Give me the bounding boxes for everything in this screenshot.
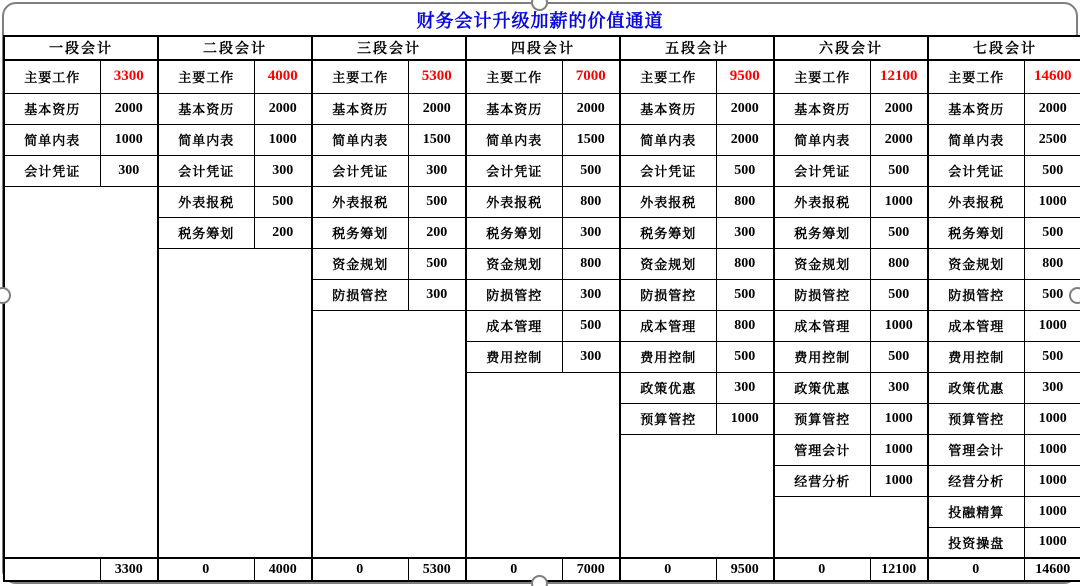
empty-merged-cell-col3 bbox=[312, 310, 466, 558]
total-zero-label-6: 0 bbox=[774, 558, 870, 581]
empty-merged-cell-col6 bbox=[774, 496, 928, 558]
skill-value-col4-row1: 2000 bbox=[562, 93, 620, 124]
skill-label-col3-row6: 资金规划 bbox=[312, 248, 408, 279]
skill-label-col1-row3: 会计凭证 bbox=[4, 155, 100, 186]
skill-value-col7-row1: 2000 bbox=[1024, 93, 1080, 124]
skill-label-col6-row11: 预算管控 bbox=[774, 403, 870, 434]
skill-value-col7-row10: 300 bbox=[1024, 372, 1080, 403]
skill-value-col4-row9: 300 bbox=[562, 341, 620, 372]
skill-value-col7-row8: 1000 bbox=[1024, 310, 1080, 341]
main-work-value-4: 7000 bbox=[562, 60, 620, 93]
skill-value-col6-row6: 800 bbox=[870, 248, 928, 279]
skill-value-col7-row14: 1000 bbox=[1024, 496, 1080, 527]
total-value-4: 7000 bbox=[562, 558, 620, 581]
total-zero-label-3: 0 bbox=[312, 558, 408, 581]
skill-value-col1-row3: 300 bbox=[100, 155, 158, 186]
skill-value-col7-row12: 1000 bbox=[1024, 434, 1080, 465]
skill-value-col1-row1: 2000 bbox=[100, 93, 158, 124]
skill-label-col6-row7: 防损管控 bbox=[774, 279, 870, 310]
main-work-value-5: 9500 bbox=[716, 60, 774, 93]
skill-label-col6-row6: 资金规划 bbox=[774, 248, 870, 279]
skill-label-col6-row5: 税务筹划 bbox=[774, 217, 870, 248]
skill-value-col5-row3: 500 bbox=[716, 155, 774, 186]
skill-value-col5-row6: 800 bbox=[716, 248, 774, 279]
main-work-label-1: 主要工作 bbox=[4, 60, 100, 93]
skill-label-col3-row3: 会计凭证 bbox=[312, 155, 408, 186]
skill-value-col6-row2: 2000 bbox=[870, 124, 928, 155]
total-value-3: 5300 bbox=[408, 558, 466, 581]
skill-value-col5-row1: 2000 bbox=[716, 93, 774, 124]
skill-value-col2-row2: 1000 bbox=[254, 124, 312, 155]
skill-label-col7-row10: 政策优惠 bbox=[928, 372, 1024, 403]
skill-value-col3-row5: 200 bbox=[408, 217, 466, 248]
main-work-label-4: 主要工作 bbox=[466, 60, 562, 93]
column-header-1: 一段会计 bbox=[4, 36, 158, 60]
skill-label-col5-row2: 简单内表 bbox=[620, 124, 716, 155]
skill-label-col1-row2: 简单内表 bbox=[4, 124, 100, 155]
skill-value-col5-row8: 800 bbox=[716, 310, 774, 341]
skill-label-col3-row1: 基本资历 bbox=[312, 93, 408, 124]
skill-value-col6-row1: 2000 bbox=[870, 93, 928, 124]
skill-label-col6-row1: 基本资历 bbox=[774, 93, 870, 124]
column-header-3: 三段会计 bbox=[312, 36, 466, 60]
skill-value-col7-row2: 2500 bbox=[1024, 124, 1080, 155]
skill-value-col7-row11: 1000 bbox=[1024, 403, 1080, 434]
skill-label-col4-row6: 资金规划 bbox=[466, 248, 562, 279]
total-value-7: 14600 bbox=[1024, 558, 1080, 581]
skill-value-col6-row9: 500 bbox=[870, 341, 928, 372]
main-work-value-6: 12100 bbox=[870, 60, 928, 93]
skill-value-col2-row4: 500 bbox=[254, 186, 312, 217]
skill-value-col7-row5: 500 bbox=[1024, 217, 1080, 248]
skill-label-col6-row12: 管理会计 bbox=[774, 434, 870, 465]
skill-value-col7-row6: 800 bbox=[1024, 248, 1080, 279]
skill-value-col7-row13: 1000 bbox=[1024, 465, 1080, 496]
skill-value-col7-row9: 500 bbox=[1024, 341, 1080, 372]
skill-label-col7-row14: 投融精算 bbox=[928, 496, 1024, 527]
skill-value-col5-row11: 1000 bbox=[716, 403, 774, 434]
skill-value-col3-row1: 2000 bbox=[408, 93, 466, 124]
skill-label-col5-row5: 税务筹划 bbox=[620, 217, 716, 248]
main-work-label-3: 主要工作 bbox=[312, 60, 408, 93]
skill-value-col5-row2: 2000 bbox=[716, 124, 774, 155]
skill-value-col4-row3: 500 bbox=[562, 155, 620, 186]
skill-value-col3-row7: 300 bbox=[408, 279, 466, 310]
skill-label-col3-row5: 税务筹划 bbox=[312, 217, 408, 248]
skill-value-col3-row4: 500 bbox=[408, 186, 466, 217]
skill-label-col2-row3: 会计凭证 bbox=[158, 155, 254, 186]
skill-label-col7-row5: 税务筹划 bbox=[928, 217, 1024, 248]
skill-label-col2-row4: 外表报税 bbox=[158, 186, 254, 217]
skill-label-col7-row9: 费用控制 bbox=[928, 341, 1024, 372]
skill-value-col7-row15: 1000 bbox=[1024, 527, 1080, 558]
skill-label-col7-row15: 投资操盘 bbox=[928, 527, 1024, 558]
skill-label-col4-row3: 会计凭证 bbox=[466, 155, 562, 186]
skill-value-col2-row1: 2000 bbox=[254, 93, 312, 124]
skill-value-col5-row4: 800 bbox=[716, 186, 774, 217]
salary-table bbox=[3, 35, 1080, 582]
skill-value-col4-row7: 300 bbox=[562, 279, 620, 310]
skill-label-col4-row8: 成本管理 bbox=[466, 310, 562, 341]
main-work-label-2: 主要工作 bbox=[158, 60, 254, 93]
page-title: 财务会计升级加薪的价值通道 bbox=[416, 11, 664, 31]
skill-value-col6-row12: 1000 bbox=[870, 434, 928, 465]
total-zero-label-5: 0 bbox=[620, 558, 716, 581]
skill-value-col4-row5: 300 bbox=[562, 217, 620, 248]
skill-label-col6-row3: 会计凭证 bbox=[774, 155, 870, 186]
main-work-label-7: 主要工作 bbox=[928, 60, 1024, 93]
skill-value-col4-row6: 800 bbox=[562, 248, 620, 279]
empty-merged-cell-col4 bbox=[466, 372, 620, 558]
skill-label-col5-row10: 政策优惠 bbox=[620, 372, 716, 403]
skill-value-col6-row8: 1000 bbox=[870, 310, 928, 341]
skill-label-col6-row8: 成本管理 bbox=[774, 310, 870, 341]
main-work-value-1: 3300 bbox=[100, 60, 158, 93]
total-value-6: 12100 bbox=[870, 558, 928, 581]
skill-label-col2-row2: 简单内表 bbox=[158, 124, 254, 155]
total-zero-label-2: 0 bbox=[158, 558, 254, 581]
skill-value-col2-row5: 200 bbox=[254, 217, 312, 248]
skill-label-col4-row5: 税务筹划 bbox=[466, 217, 562, 248]
skill-value-col3-row3: 300 bbox=[408, 155, 466, 186]
skill-label-col5-row7: 防损管控 bbox=[620, 279, 716, 310]
skill-label-col7-row12: 管理会计 bbox=[928, 434, 1024, 465]
skill-label-col3-row7: 防损管控 bbox=[312, 279, 408, 310]
total-zero-label-7: 0 bbox=[928, 558, 1024, 581]
skill-value-col3-row6: 500 bbox=[408, 248, 466, 279]
column-header-2: 二段会计 bbox=[158, 36, 312, 60]
skill-label-col5-row3: 会计凭证 bbox=[620, 155, 716, 186]
skill-label-col6-row9: 费用控制 bbox=[774, 341, 870, 372]
frame-notch-right-icon bbox=[1069, 287, 1080, 304]
frame-notch-bottom-icon bbox=[531, 575, 548, 586]
skill-label-col7-row8: 成本管理 bbox=[928, 310, 1024, 341]
skill-value-col6-row13: 1000 bbox=[870, 465, 928, 496]
skill-value-col6-row3: 500 bbox=[870, 155, 928, 186]
column-header-4: 四段会计 bbox=[466, 36, 620, 60]
skill-label-col5-row1: 基本资历 bbox=[620, 93, 716, 124]
skill-label-col4-row7: 防损管控 bbox=[466, 279, 562, 310]
skill-value-col4-row8: 500 bbox=[562, 310, 620, 341]
skill-label-col7-row6: 资金规划 bbox=[928, 248, 1024, 279]
skill-label-col6-row13: 经营分析 bbox=[774, 465, 870, 496]
column-header-6: 六段会计 bbox=[774, 36, 928, 60]
skill-label-col7-row3: 会计凭证 bbox=[928, 155, 1024, 186]
main-work-value-3: 5300 bbox=[408, 60, 466, 93]
skill-value-col6-row7: 500 bbox=[870, 279, 928, 310]
skill-label-col6-row4: 外表报税 bbox=[774, 186, 870, 217]
empty-merged-cell-col2 bbox=[158, 248, 312, 558]
total-zero-label-1 bbox=[4, 558, 100, 581]
skill-value-col4-row2: 1500 bbox=[562, 124, 620, 155]
skill-label-col4-row1: 基本资历 bbox=[466, 93, 562, 124]
skill-value-col5-row10: 300 bbox=[716, 372, 774, 403]
skill-label-col7-row4: 外表报税 bbox=[928, 186, 1024, 217]
skill-label-col2-row1: 基本资历 bbox=[158, 93, 254, 124]
table-body bbox=[4, 36, 1080, 581]
main-work-value-7: 14600 bbox=[1024, 60, 1080, 93]
column-header-7: 七段会计 bbox=[928, 36, 1080, 60]
skill-value-col4-row4: 800 bbox=[562, 186, 620, 217]
skill-label-col6-row10: 政策优惠 bbox=[774, 372, 870, 403]
skill-label-col1-row1: 基本资历 bbox=[4, 93, 100, 124]
skill-label-col7-row2: 简单内表 bbox=[928, 124, 1024, 155]
skill-value-col5-row9: 500 bbox=[716, 341, 774, 372]
total-zero-label-4: 0 bbox=[466, 558, 562, 581]
skill-value-col6-row5: 500 bbox=[870, 217, 928, 248]
skill-value-col5-row5: 300 bbox=[716, 217, 774, 248]
skill-value-col3-row2: 1500 bbox=[408, 124, 466, 155]
skill-label-col4-row2: 简单内表 bbox=[466, 124, 562, 155]
skill-label-col5-row11: 预算管控 bbox=[620, 403, 716, 434]
skill-label-col5-row6: 资金规划 bbox=[620, 248, 716, 279]
skill-label-col5-row9: 费用控制 bbox=[620, 341, 716, 372]
skill-value-col1-row2: 1000 bbox=[100, 124, 158, 155]
empty-merged-cell-col1 bbox=[4, 186, 158, 558]
skill-label-col7-row11: 预算管控 bbox=[928, 403, 1024, 434]
main-work-value-2: 4000 bbox=[254, 60, 312, 93]
skill-value-col2-row3: 300 bbox=[254, 155, 312, 186]
skill-value-col7-row4: 1000 bbox=[1024, 186, 1080, 217]
total-value-5: 9500 bbox=[716, 558, 774, 581]
column-header-5: 五段会计 bbox=[620, 36, 774, 60]
skill-label-col4-row9: 费用控制 bbox=[466, 341, 562, 372]
skill-label-col7-row1: 基本资历 bbox=[928, 93, 1024, 124]
skill-label-col5-row4: 外表报税 bbox=[620, 186, 716, 217]
total-value-2: 4000 bbox=[254, 558, 312, 581]
skill-label-col2-row5: 税务筹划 bbox=[158, 217, 254, 248]
skill-label-col6-row2: 简单内表 bbox=[774, 124, 870, 155]
skill-label-col7-row13: 经营分析 bbox=[928, 465, 1024, 496]
skill-value-col7-row7: 500 bbox=[1024, 279, 1080, 310]
skill-value-col5-row7: 500 bbox=[716, 279, 774, 310]
skill-value-col7-row3: 500 bbox=[1024, 155, 1080, 186]
skill-label-col5-row8: 成本管理 bbox=[620, 310, 716, 341]
total-value-1: 3300 bbox=[100, 558, 158, 581]
skill-value-col6-row4: 1000 bbox=[870, 186, 928, 217]
skill-value-col6-row11: 1000 bbox=[870, 403, 928, 434]
empty-merged-cell-col5 bbox=[620, 434, 774, 558]
skill-label-col4-row4: 外表报税 bbox=[466, 186, 562, 217]
main-work-label-5: 主要工作 bbox=[620, 60, 716, 93]
skill-value-col6-row10: 300 bbox=[870, 372, 928, 403]
skill-label-col7-row7: 防损管控 bbox=[928, 279, 1024, 310]
skill-label-col3-row2: 简单内表 bbox=[312, 124, 408, 155]
skill-label-col3-row4: 外表报税 bbox=[312, 186, 408, 217]
main-work-label-6: 主要工作 bbox=[774, 60, 870, 93]
